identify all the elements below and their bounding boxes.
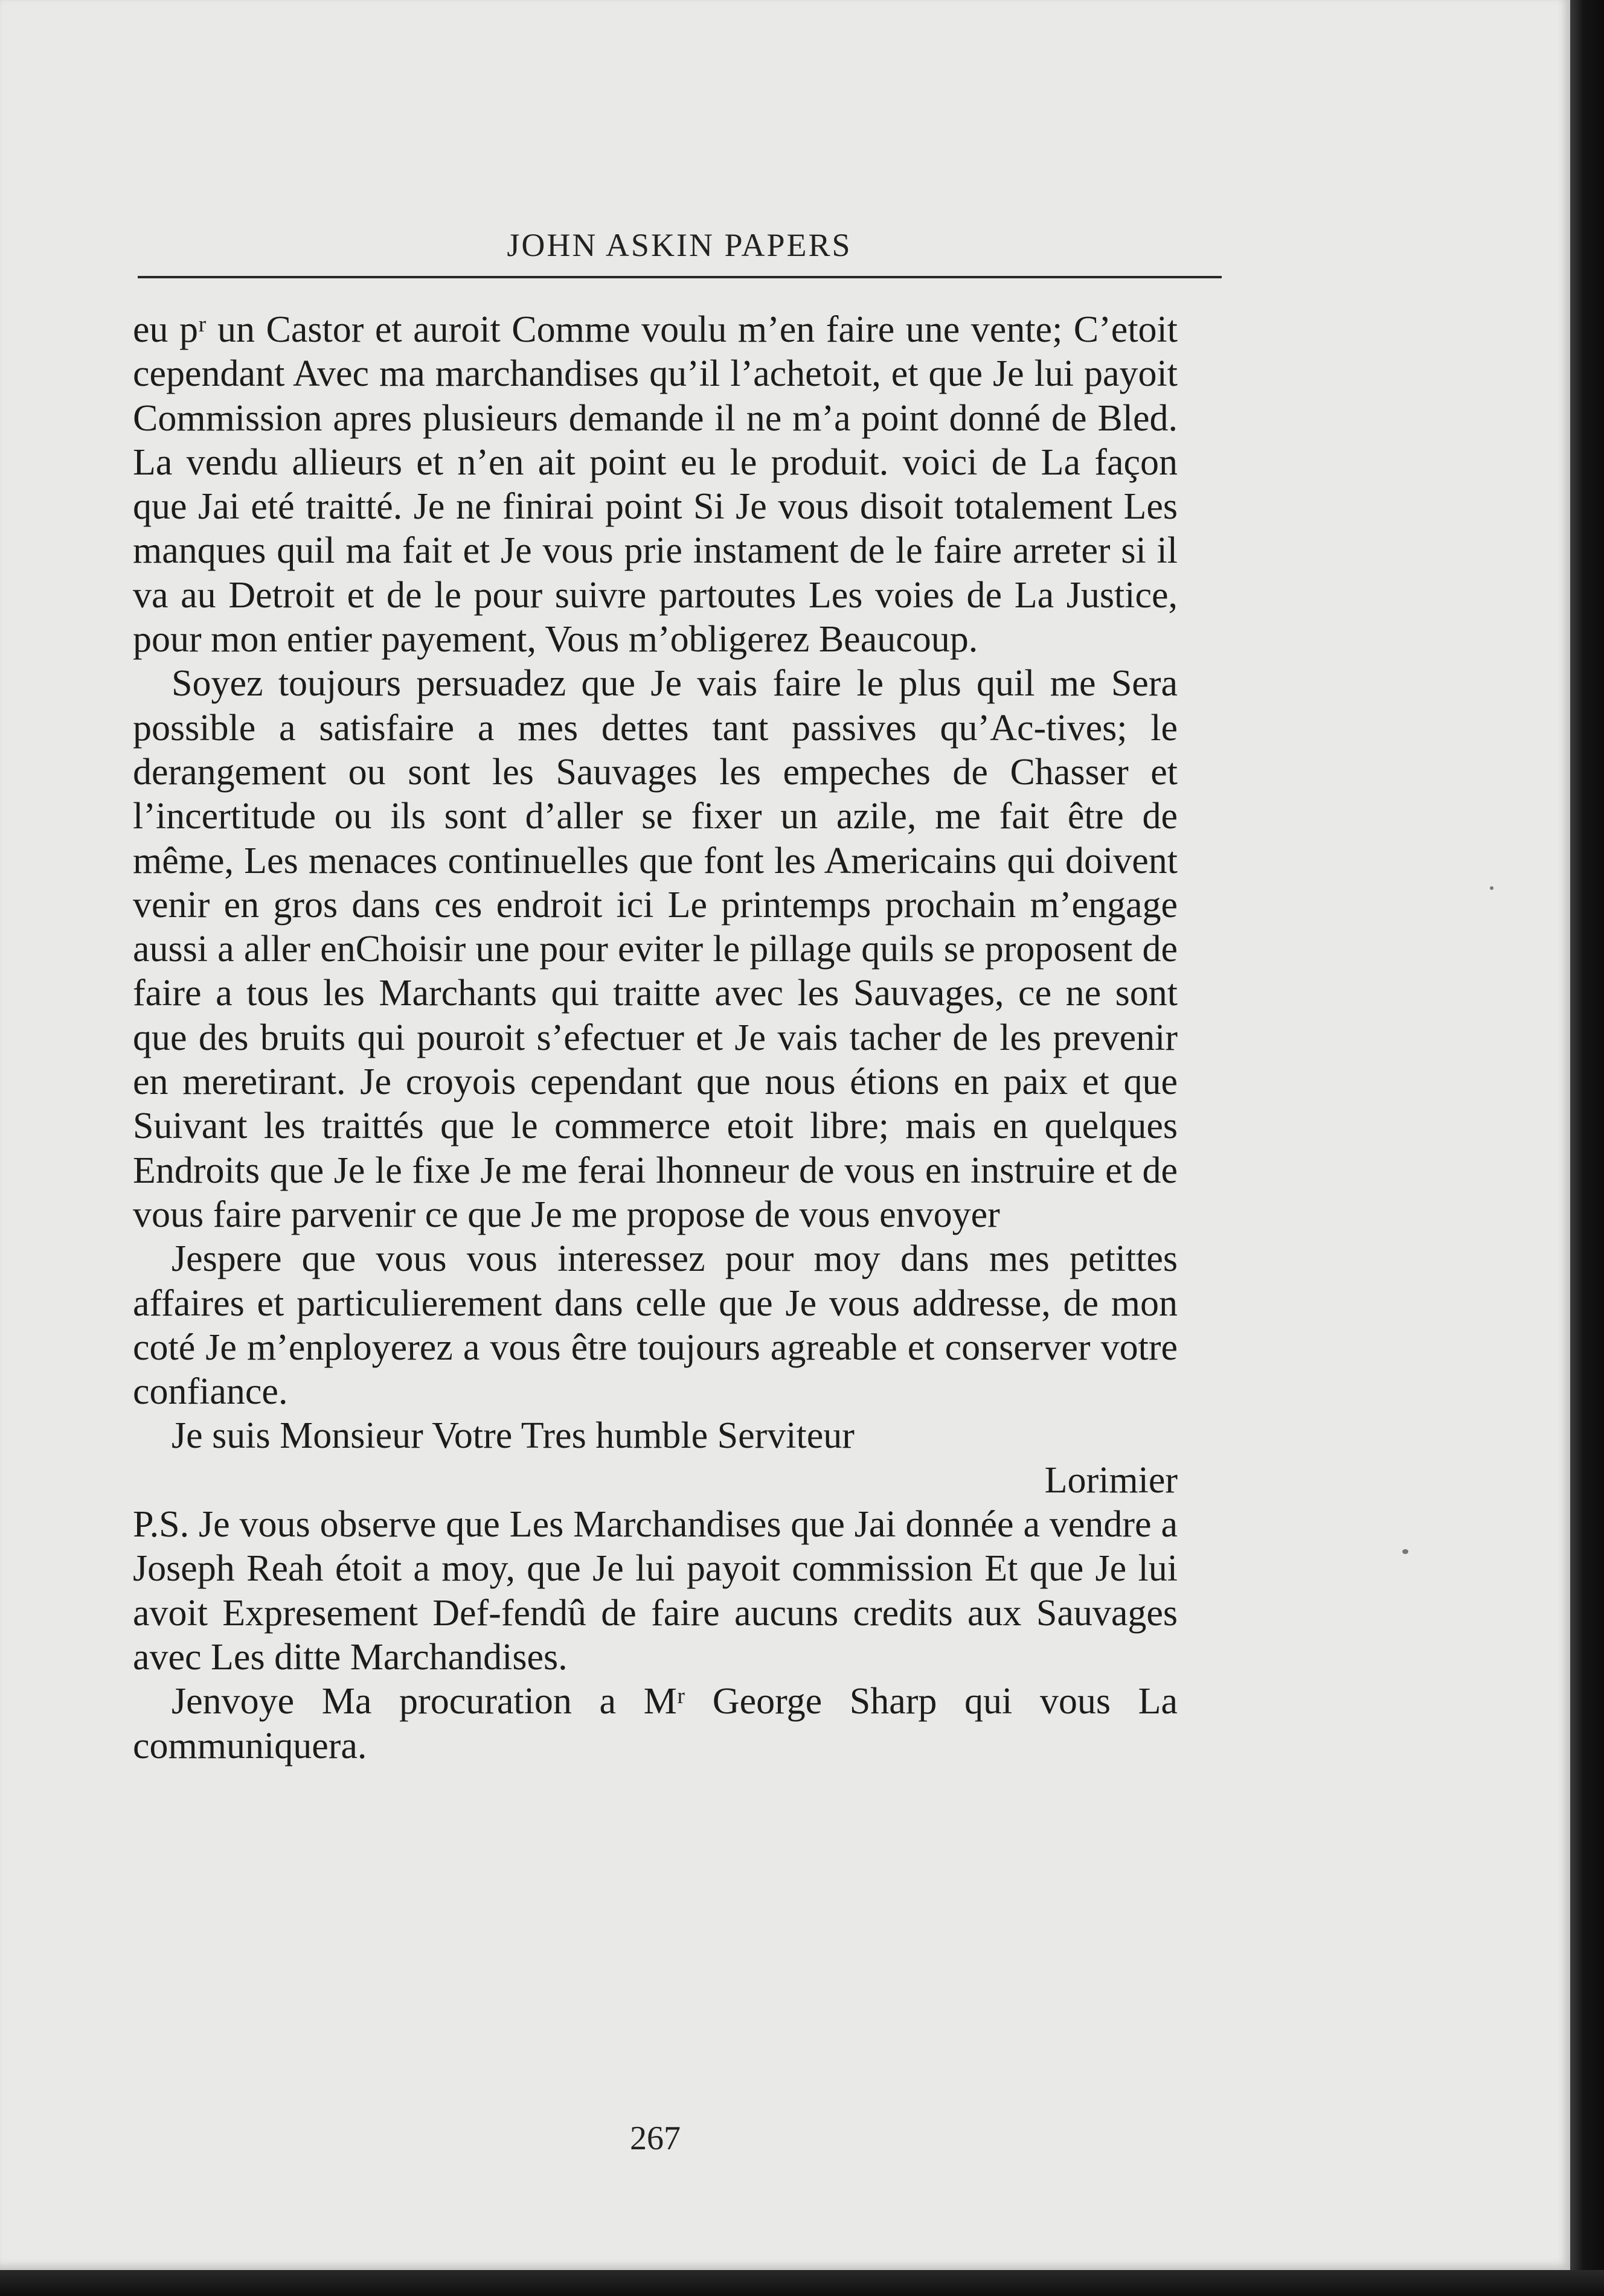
paper-speck xyxy=(1402,1549,1408,1554)
closing-salutation: Je suis Monsieur Votre Tres humble Serviteur xyxy=(172,1415,855,1457)
postscript-procuration: Jenvoye Ma procuration a Mʳ George Sharp qui vous La communiquera. xyxy=(133,1681,1178,1767)
postscript: P.S. Je vous observe que Les Marchandises que Jai donnée a vendre a Joseph Reah étoit a moy, que Je lui payoit commission Et que Je lui avoit Expresement Def-fendû de faire aucuns credits aux Sauvages avec Les ditte Marchandises. xyxy=(133,1504,1178,1678)
letter-body xyxy=(133,308,1178,1768)
scan-edge-right xyxy=(1570,0,1604,2296)
paragraph-continuation: eu pʳ un Castor et auroit Comme voulu m’en faire une vente; C’etoit cependant Avec ma marchandises qu’il l’achetoit, et que Je lui payoit Commission apres plusieurs demande il ne m’a point donné de Bled. La vendu allieurs et n’en ait point eu le produit. voici de La façon que Jai eté traitté. Je ne finirai point Si Je vous disoit totalement Les manques quil ma fait et Je vous prie instament de le faire arreter si il va au Detroit et de le pour suivre partoutes Les voies de La Justice, pour mon entier payement, Vous m’obligerez Beaucoup. xyxy=(133,309,1178,660)
running-head: JOHN ASKIN PAPERS xyxy=(507,227,852,263)
scan-edge-bottom xyxy=(0,2270,1604,2296)
header-rule xyxy=(138,276,1222,278)
paragraph-debts: Soyez toujours persuadez que Je vais faire le plus quil me Sera possible a satisfaire a mes dettes tant passives qu’Ac-tives; le derangement ou sont les Sauvages les empeches de Chasser et l’incertitude ou ils sont d’aller se fixer un azile, me fait être de même, Les menaces continuelles que font les Americains qui doivent venir en gros dans ces endroit ici Le printemps prochain m’engage aussi a aller enChoisir une pour eviter le pillage quils se proposent de faire a tous les Marchants qui traitte avec les Sauvages, ce ne sont que des bruits qui pouroit s’efectuer et Je vais tacher de les prevenir en meretirant. Je croyois cependant que nous étions en paix et que Suivant les traittés que le commerce etoit libre; mais en quelques Endroits que Je le fixe Je me ferai lhonneur de vous en instruire et de vous faire parvenir ce que Je me propose de vous envoyer xyxy=(133,663,1178,1235)
paper-speck xyxy=(1490,886,1493,890)
page-number: 267 xyxy=(630,2120,681,2157)
signature: Lorimier xyxy=(1044,1459,1178,1501)
paragraph-hope: Jespere que vous vous interessez pour moy dans mes petittes affaires et particulierement dans celle que Je vous addresse, de mon coté Je m’enployerez a vous être toujours agreable et conserver votre confiance. xyxy=(133,1238,1178,1413)
